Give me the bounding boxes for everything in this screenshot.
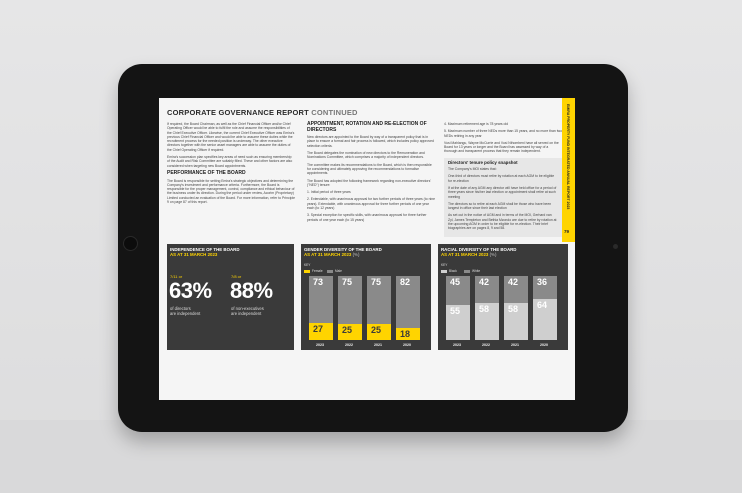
value-label-black: 58 bbox=[479, 303, 490, 314]
year-label: 2020 bbox=[540, 343, 548, 347]
value-label-male: 75 bbox=[342, 277, 353, 287]
desc-directors: of directors bbox=[170, 306, 191, 311]
panel-title: INDEPENDENCE OF THE BOARD bbox=[170, 247, 240, 252]
appointment-p2: The Board delegates the nomination of new directors to the Remuneration and Nominations Committee, which comprises a majority of independent directors. bbox=[307, 151, 425, 160]
year-label: 2023 bbox=[453, 343, 461, 347]
side-tab bbox=[562, 98, 575, 242]
panel-date: AS AT 31 MARCH 2023 (%) bbox=[304, 252, 360, 257]
year-label: 2022 bbox=[482, 343, 490, 347]
value-label-male: 75 bbox=[371, 277, 382, 287]
panel-title: GENDER DIVERSITY OF THE BOARD bbox=[304, 247, 382, 252]
succession-plan-paragraph: Emira's succession plan specifies key areas of need such as ensuring membership of the Audit and Risk Committee are suitably filled. These and other factors are also considered when targeting new Board appointments. bbox=[167, 155, 293, 168]
tenure-item-3: 3. Special exception for specific skills, with unanimous approval for three further periods of one year each (to 15 years) bbox=[307, 213, 427, 222]
tenure-item-1: 1. Initial period of three years bbox=[307, 190, 351, 195]
appointment-p3: The committee makes its recommendations to the Board, which is then responsible for considering and ultimately approving the recommendations to formalise appointments. bbox=[307, 162, 432, 176]
title-main: CORPORATE GOVERNANCE REPORT bbox=[167, 108, 309, 117]
legend-female: Female bbox=[304, 269, 323, 273]
appointment-heading: APPOINTMENT, ROTATION AND RE-ELECTION OF DIRECTORS bbox=[307, 121, 427, 133]
desc-directors-2: are independent bbox=[170, 311, 201, 316]
value-label-female: 25 bbox=[371, 325, 382, 335]
column-3 bbox=[444, 122, 562, 237]
tenure-item-4: 4. Maximum retirement age is 78 years old bbox=[444, 122, 509, 126]
value-label-female: 18 bbox=[400, 329, 411, 340]
fraction-nonexec: 7/8 or bbox=[231, 274, 242, 279]
year-label: 2020 bbox=[403, 343, 411, 347]
column-2 bbox=[307, 122, 435, 225]
legend-black: Black bbox=[441, 269, 457, 273]
page-title bbox=[167, 108, 358, 117]
tablet-device bbox=[118, 64, 628, 432]
column-1 bbox=[167, 122, 295, 207]
snapshot-item: As set out in the notice of AGM and in terms of the MOI, Gerhard van Zyl, James Templeton and Bethia Mzondo are due to retire by rotation at the upcoming AGM in order to be eligible for re-election. Their brief biographies are on pages 8, 9 and 58. bbox=[448, 213, 557, 231]
legend-white: White bbox=[464, 269, 480, 273]
value-label-white: 42 bbox=[508, 277, 519, 287]
camera-icon bbox=[613, 244, 618, 249]
pct-nonexec: 88% bbox=[230, 278, 273, 303]
appointment-p1: New directors are appointed to the Board by way of a transparent policy that is in place to ensure a formal and fair process is followed, which includes policy approved selection criteria. bbox=[307, 135, 434, 148]
pct-directors: 63% bbox=[169, 278, 212, 303]
legend-male: Male bbox=[327, 269, 342, 273]
succession-paragraph: If required, the Board Chairman, as well as the Chief Financial Officer and/or Chief Operating Officer would be able to fulfil the role and assume the responsibilities of the Chief Executive Officer. Likewise, the current Chief Executive Officer was Emira's previous Chief Financial Officer and would be able to assume these duties while the recruitment process for the needed position is underway. The other executive directors together with the senior asset managers are able to assume the duties of the Chief Operating Officer if required. bbox=[167, 122, 295, 152]
value-label-black: 64 bbox=[537, 300, 548, 311]
year-label: 2023 bbox=[316, 343, 324, 347]
snapshot-item: If at the date of any AGM any director will have held office for a period of three years since his/her last election or appointment shall retire at such meeting bbox=[448, 185, 557, 199]
tenure-snapshot-box bbox=[444, 158, 562, 237]
value-label-white: 45 bbox=[450, 277, 461, 287]
appointment-p4: The Board has adopted the following framework regarding non-executive directors' ("NED") tenure: bbox=[307, 178, 431, 187]
tenure-item-2: 2. Extendable, with unanimous approval for two further periods of three years (to nine years). Extendable, with unanimous approval for three further periods of one year each (to 12 years) bbox=[307, 197, 435, 211]
value-label-white: 36 bbox=[537, 277, 548, 287]
year-label: 2022 bbox=[345, 343, 353, 347]
panel-date: AS AT 31 MARCH 2023 bbox=[170, 252, 218, 257]
performance-paragraph: The Board is responsible for setting Emira's strategic objectives and determining the Company's investment and performance criteria. Furthermore, the Board is responsible for the proper management, control, compliance and ethical behaviour of the business under its direction. During the period under review, Acorim (Proprietary) Limited conducted an evaluation of the Board. For more information, refer to Principle 9 on page 87 of this report. bbox=[167, 178, 295, 205]
value-label-black: 58 bbox=[508, 303, 519, 314]
desc-nonexec-2: are independent bbox=[231, 311, 262, 316]
panel-title: RACIAL DIVERSITY OF THE BOARD bbox=[441, 247, 517, 252]
title-continued: CONTINUED bbox=[311, 108, 358, 117]
legend-key-label: KEY bbox=[441, 263, 448, 267]
legend-key-label: KEY bbox=[304, 263, 311, 267]
gender-panel bbox=[301, 244, 431, 350]
page-number: 79 bbox=[564, 229, 570, 234]
snapshot-item: The directors so to retire at each AGM shall be those who have been longest in office since their last election bbox=[448, 201, 552, 211]
home-button[interactable] bbox=[123, 236, 138, 251]
value-label-black: 55 bbox=[450, 305, 461, 316]
value-label-male: 82 bbox=[400, 277, 411, 287]
desc-nonexec: of non-executives bbox=[231, 306, 264, 311]
performance-heading: PERFORMANCE OF THE BOARD bbox=[167, 169, 246, 176]
year-label: 2021 bbox=[511, 343, 519, 347]
value-label-female: 25 bbox=[342, 325, 353, 335]
fraction-directors: 7/11 or bbox=[170, 274, 183, 279]
report-page bbox=[159, 98, 575, 400]
racial-panel bbox=[438, 244, 568, 350]
snapshot-sub: The Company's MOI states that: bbox=[448, 167, 497, 172]
snapshot-title: Directors' tenure policy snapshot bbox=[448, 159, 518, 165]
year-label: 2021 bbox=[374, 343, 382, 347]
side-tab-text: EMIRA PROPERTY FUND INTEGRATED ANNUAL REPORT 2023 bbox=[566, 104, 570, 210]
independence-panel bbox=[167, 244, 294, 350]
independence-paragraph: Vusi Mahlangu, Wayne McCurrie and Vusi Nthombeni have all served on the Board for 13 years or longer and the Board has assessed by way of a thorough and transparent process that they remain independent. bbox=[444, 140, 559, 154]
value-label-female: 27 bbox=[313, 323, 324, 334]
value-label-male: 73 bbox=[313, 277, 324, 287]
snapshot-item: One-third of directors must retire by rotation at each AGM to be eligible for re-election bbox=[448, 174, 555, 183]
value-label-white: 42 bbox=[479, 277, 490, 287]
panel-date: AS AT 31 MARCH 2023 (%) bbox=[441, 252, 497, 257]
tenure-item-5: 5. Maximum number of three NEDs more than 15 years, and no more than two NEDs retiring in any year bbox=[444, 129, 562, 138]
